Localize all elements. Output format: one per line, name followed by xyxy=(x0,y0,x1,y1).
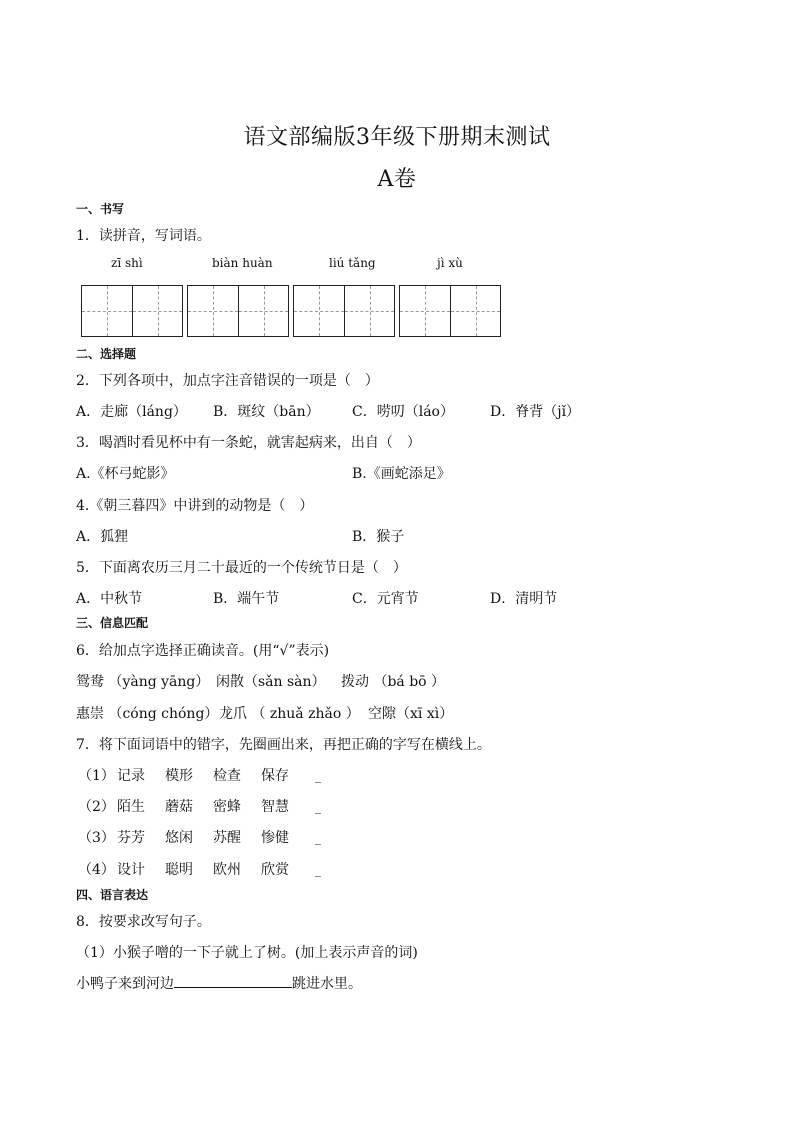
q7-row-1-word-3[interactable]: 检查 xyxy=(213,768,241,784)
question-8-fill-sentence xyxy=(76,973,362,993)
section-heading-writing: 一、书写 xyxy=(76,202,125,216)
q2-option-c[interactable]: C．唠叨（láo） xyxy=(352,404,454,420)
q6-item-1[interactable]: 鸳鸯 （yàng yāng） xyxy=(76,674,210,690)
q7-row-1-word-2[interactable]: 模形 xyxy=(165,768,193,784)
writing-grid-4[interactable] xyxy=(399,285,501,337)
writing-grid-2[interactable] xyxy=(187,285,289,337)
section-heading-choice: 二、选择题 xyxy=(76,347,137,361)
q7-row-4-word-1[interactable]: 设计 xyxy=(117,862,145,878)
question-7-stem: 7．将下面词语中的错字，先圈画出来，再把正确的字写在横线上。 xyxy=(76,737,491,753)
q7-row-2-word-1[interactable]: 陌生 xyxy=(117,799,145,815)
q7-row-3-word-4[interactable]: 惨健 xyxy=(261,830,289,846)
q7-row-4-word-3[interactable]: 欧州 xyxy=(213,862,241,878)
pinyin-1: zī shì xyxy=(111,256,143,270)
q2-option-a[interactable]: A．走廊（láng） xyxy=(76,404,187,420)
q7-row-1-label: （1） xyxy=(78,768,115,784)
q7-row-3-word-2[interactable]: 悠闲 xyxy=(165,830,193,846)
q6-item-4[interactable]: 惠崇 （cóng chóng） xyxy=(76,706,219,722)
q2-option-b[interactable]: B．斑纹（bān） xyxy=(213,404,320,420)
q7-row-4-word-4[interactable]: 欣赏 xyxy=(261,862,289,878)
q7-row-1-word-1[interactable]: 记录 xyxy=(117,768,145,784)
q7-row-2-word-4[interactable]: 智慧 xyxy=(261,799,289,815)
question-3-stem: 3．喝酒时看见杯中有一条蛇，就害起病来，出自（ ） xyxy=(76,435,421,451)
q6-item-2[interactable]: 闲散（sǎn sàn） xyxy=(216,674,326,690)
q7-row-2-blank[interactable]: _ xyxy=(315,800,321,814)
q6-item-6[interactable]: 空隙（xī xì） xyxy=(368,706,454,722)
question-8-stem: 8．按要求改写句子。 xyxy=(76,914,211,930)
question-2-stem: 2．下列各项中，加点字注音错误的一项是（ ） xyxy=(76,373,379,389)
pinyin-2: biàn huàn xyxy=(212,256,273,270)
question-6-stem: 6．给加点字选择正确读音。(用“√”表示) xyxy=(76,643,330,659)
fill-before-text: 小鸭子来到河边 xyxy=(76,976,174,992)
section-heading-expression: 四、语言表达 xyxy=(76,888,149,902)
question-4-stem: 4.《朝三暮四》中讲到的动物是（ ） xyxy=(76,498,314,514)
page-title: 语文部编版3年级下册期末测试 xyxy=(243,125,551,150)
pinyin-3: liú tǎng xyxy=(329,256,376,270)
fill-after-text: 跳进水里。 xyxy=(292,976,362,992)
q7-row-4-label: （4） xyxy=(78,862,115,878)
fill-blank[interactable] xyxy=(174,973,292,988)
q4-option-a[interactable]: A．狐狸 xyxy=(76,529,129,545)
q7-row-3-blank[interactable]: _ xyxy=(315,831,321,845)
question-5-stem: 5．下面离农历三月二十最近的一个传统节日是（ ） xyxy=(76,560,407,576)
writing-grid-1[interactable] xyxy=(81,285,183,337)
writing-grid-3[interactable] xyxy=(293,285,395,337)
q7-row-3-label: （3） xyxy=(78,830,115,846)
q6-item-5[interactable]: 龙爪 （ zhuǎ zhǎo ） xyxy=(219,706,360,722)
q5-option-a[interactable]: A．中秋节 xyxy=(76,591,143,607)
q3-option-b[interactable]: B.《画蛇添足》 xyxy=(352,466,451,482)
section-heading-matching: 三、信息匹配 xyxy=(76,616,149,630)
q5-option-d[interactable]: D．清明节 xyxy=(490,591,558,607)
q7-row-4-word-2[interactable]: 聪明 xyxy=(165,862,193,878)
q7-row-2-label: （2） xyxy=(78,799,115,815)
page-subtitle: A卷 xyxy=(377,167,417,192)
q7-row-1-word-4[interactable]: 保存 xyxy=(261,768,289,784)
question-8-sub-1: （1）小猴子噌的一下子就上了树。(加上表示声音的词) xyxy=(76,945,418,961)
q2-option-d[interactable]: D．脊背（jǐ） xyxy=(490,404,581,420)
q4-option-b[interactable]: B．猴子 xyxy=(352,529,405,545)
q7-row-4-blank[interactable]: _ xyxy=(315,863,321,877)
q6-item-3[interactable]: 拨动 （bá bō ） xyxy=(341,674,446,690)
q7-row-1-blank[interactable]: _ xyxy=(315,769,321,783)
q3-option-a[interactable]: A.《杯弓蛇影》 xyxy=(76,466,175,482)
question-1-stem: 1．读拼音，写词语。 xyxy=(76,228,211,244)
q7-row-3-word-3[interactable]: 苏醒 xyxy=(213,830,241,846)
q5-option-c[interactable]: C．元宵节 xyxy=(352,591,419,607)
q7-row-2-word-3[interactable]: 密蜂 xyxy=(213,799,241,815)
pinyin-4: jì xù xyxy=(437,256,463,270)
q5-option-b[interactable]: B．端午节 xyxy=(213,591,280,607)
q7-row-3-word-1[interactable]: 芬芳 xyxy=(117,830,145,846)
q7-row-2-word-2[interactable]: 蘑菇 xyxy=(165,799,193,815)
